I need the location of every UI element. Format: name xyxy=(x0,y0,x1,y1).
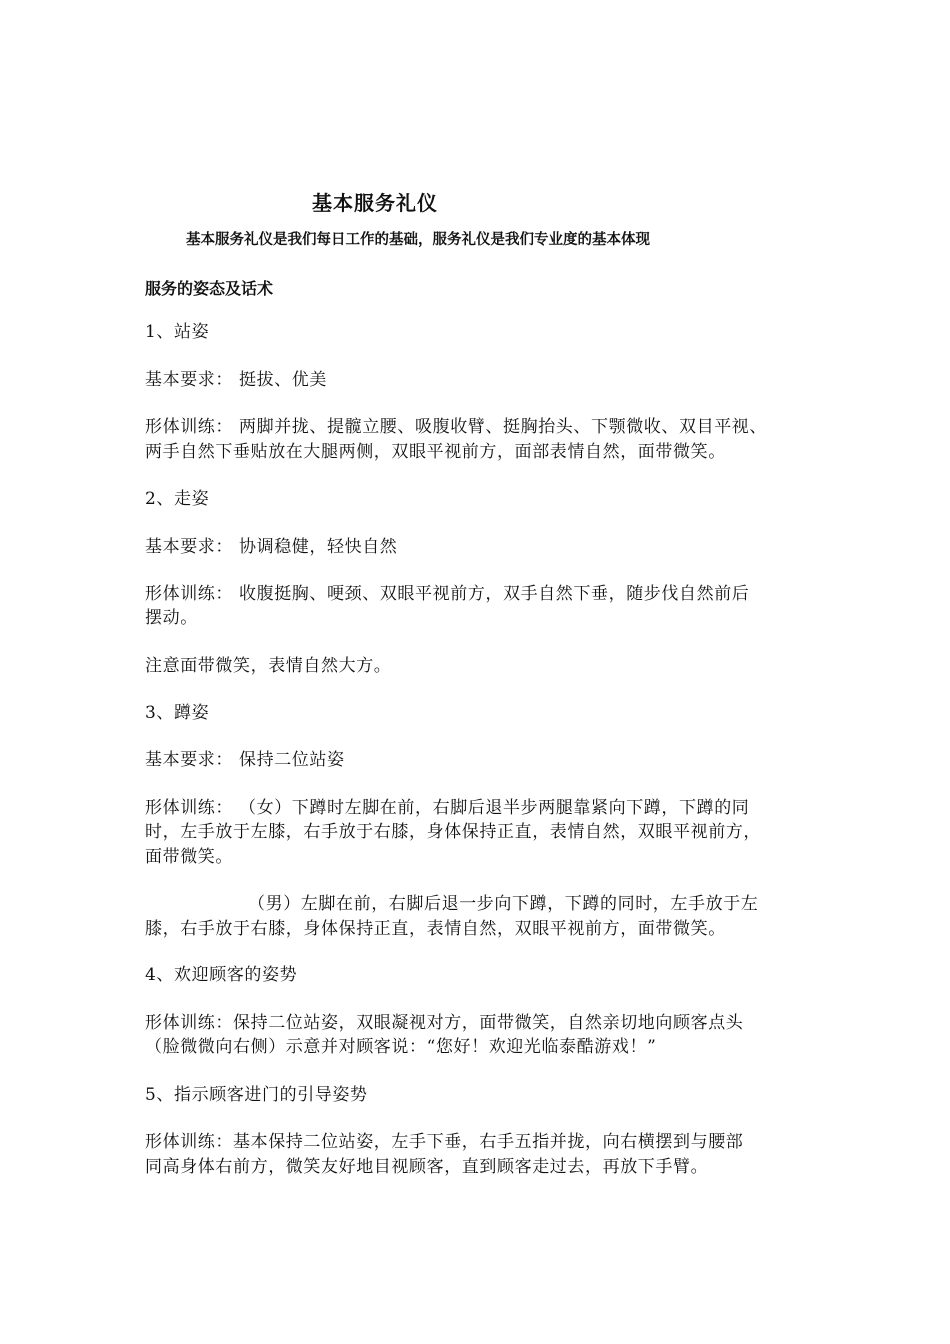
item-heading-squatting: 3、蹲姿 xyxy=(145,703,210,723)
training-line: 时，左手放于左膝，右手放于右膝，身体保持正直，表情自然，双眼平视前方， xyxy=(145,822,761,842)
training-line: 摆动。 xyxy=(145,608,198,628)
document-subtitle: 基本服务礼仪是我们每日工作的基础，服务礼仪是我们专业度的基本体现 xyxy=(186,232,650,248)
training-line: 形体训练：保持二位站姿，双眼凝视对方，面带微笑，自然亲切地向顾客点头 xyxy=(145,1013,744,1033)
requirement-walking: 基本要求： 协调稳健，轻快自然 xyxy=(145,537,398,557)
requirement-squatting: 基本要求： 保持二位站姿 xyxy=(145,750,345,770)
item-heading-welcome: 4、欢迎顾客的姿势 xyxy=(145,965,298,985)
section-heading: 服务的姿态及话术 xyxy=(145,279,274,298)
training-line: 形体训练：基本保持二位站姿，左手下垂，右手五指并拢，向右横摆到与腰部 xyxy=(145,1132,744,1152)
training-male-line: （男）左脚在前，右脚后退一步向下蹲，下蹲的同时，左手放于左 xyxy=(248,894,759,914)
training-line: 形体训练： （女）下蹲时左脚在前，右脚后退半步两腿靠紧向下蹲，下蹲的同 xyxy=(145,798,750,818)
training-male-line: 膝，右手放于右膝，身体保持正直，表情自然，双眼平视前方，面带微笑。 xyxy=(145,919,726,939)
note-walking: 注意面带微笑，表情自然大方。 xyxy=(145,656,392,676)
training-line: 面带微笑。 xyxy=(145,847,233,867)
document-title: 基本服务礼仪 xyxy=(312,191,438,215)
training-line: 两手自然下垂贴放在大腿两侧，双眼平视前方，面部表情自然，面带微笑。 xyxy=(145,442,726,462)
item-heading-standing: 1、站姿 xyxy=(145,322,210,342)
requirement-standing: 基本要求： 挺拔、优美 xyxy=(145,370,328,390)
item-heading-guiding: 5、指示顾客进门的引导姿势 xyxy=(145,1085,368,1105)
training-line: 同高身体右前方，微笑友好地目视顾客，直到顾客走过去，再放下手臂。 xyxy=(145,1157,709,1177)
training-line: 形体训练： 收腹挺胸、哽颈、双眼平视前方，双手自然下垂，随步伐自然前后 xyxy=(145,584,750,604)
item-heading-walking: 2、走姿 xyxy=(145,489,210,509)
training-line: 形体训练： 两脚并拢、提髋立腰、吸腹收臂、挺胸抬头、下颚微收、双目平视、 xyxy=(145,417,768,437)
training-line: （脸微微向右侧）示意并对顾客说：“您好！欢迎光临泰酷游戏！” xyxy=(145,1037,657,1057)
